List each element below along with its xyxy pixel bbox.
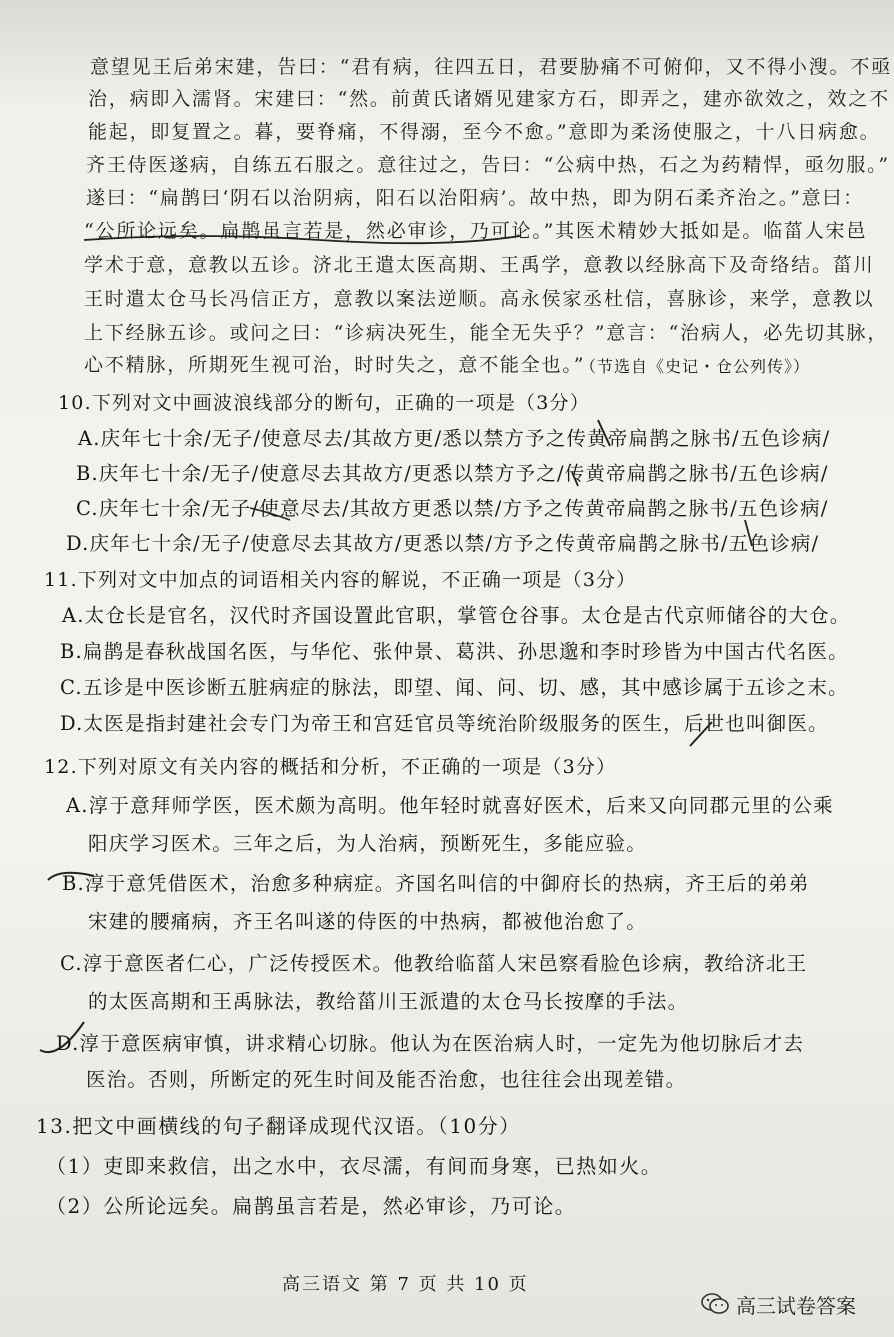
passage-line: “公所论远矣。扁鹊虽言若是，然必审诊，乃可论。”其医术精妙大抵如是。临菑人宋邑: [84, 220, 868, 242]
option-b: B.庆年七十余/无子/使意尽去其故方/更悉以禁方予之/传黄帝扁鹊之脉书/五色诊病/: [76, 462, 829, 485]
translation-item-1: （1）吏即来救信，出之水中，衣尽濡，有间而身寒，已热如火。: [46, 1154, 663, 1178]
option-d: D.太医是指封建社会专门为帝王和宫廷官员等统治阶级服务的医生，后世也叫御医。: [60, 712, 829, 735]
watermark: [700, 1284, 894, 1324]
option-c-cont: 的太医高期和王禹脉法，教给菑川王派遣的太仓马长按摩的手法。: [88, 990, 689, 1013]
passage-line: 心不精脉，所期死生视可治，时时失之，意不能全也。”: [84, 354, 586, 376]
question-stem: 11.下列对文中加点的词语相关内容的解说，不正确一项是（3分）: [44, 569, 637, 591]
option-b-cont: 宋建的腰痛病，齐王名叫遂的侍医的中热病，都被他治愈了。: [88, 910, 647, 933]
option-c: C.庆年七十余/无子/使意尽去/其故方更悉以禁/方予之传黄帝扁鹊之脉书/五色诊病/: [76, 497, 829, 520]
option-a-cont: 阳庆学习医术。三年之后，为人治病，预断死生，多能应验。: [88, 832, 647, 855]
passage-line: 遂曰：“扁鹊曰‘阴石以治阴病，阳石以治阳病’。故中热，即为阴石柔齐治之。”意曰：: [86, 187, 865, 209]
question-stem: 12.下列对原文有关内容的概括和分析，不正确的一项是（3分）: [44, 756, 617, 778]
question-stem: 13.把文中画横线的句子翻译成现代汉语。（10分）: [36, 1114, 521, 1138]
option-c: C.淳于意医者仁心，广泛传授医术。他教给临菑人宋邑察看脸色诊病，教给济北王: [60, 952, 808, 975]
passage-source: （节选自《史记・仓公列传》）: [580, 357, 811, 376]
option-d: D.淳于意医病审慎，讲求精心切脉。他认为在医治病人时，一定先为他切脉后才去: [56, 1032, 805, 1055]
passage-line: 王时遣太仓马长冯信正方，意教以案法逆顺。高永侯家丞杜信，喜脉诊，来学，意教以: [84, 288, 875, 310]
wechat-icon: [700, 1291, 730, 1317]
option-d: D.庆年七十余/无子/使意尽去其故方/更悉以禁/方予之传黄帝扁鹊之脉书/五色诊病/: [66, 532, 820, 555]
option-a: A.太仓长是官名，汉代时齐国设置此官职，掌管仓谷事。太仓是古代京师储谷的大仓。: [62, 604, 851, 627]
passage-line: 能起，即复置之。暮，要脊痛，不得溺，至今不愈。”意即为柔汤使服之，十八日病愈。: [88, 121, 881, 143]
page-footer: 高三语文 第 7 页 共 10 页: [282, 1274, 529, 1295]
option-a: A.淳于意拜师学医，医术颇为高明。他年轻时就喜好医术，后来又向同郡元里的公乘: [66, 794, 834, 817]
option-b: B.淳于意凭借医术，治愈多种病症。齐国名叫信的中御府长的热病，齐王后的弟弟: [62, 872, 810, 895]
passage-line: 齐王侍医遂病，自练五石服之。意往过之，告曰：“公病中热，石之为药精悍，亟勿服。”: [86, 154, 890, 176]
passage-line: 意望见王后弟宋建，告曰：“君有病，往四五日，君要胁痛不可俯仰，又不得小溲。不亟: [90, 56, 892, 78]
option-d-cont: 医治。否则，所断定的死生时间及能否治愈，也往往会出现差错。: [86, 1068, 687, 1091]
question-stem: 10.下列对文中画波浪线部分的断句，正确的一项是（3分）: [58, 392, 590, 414]
option-b: B.扁鹊是春秋战国名医，与华佗、张仲景、葛洪、孙思邈和李时珍皆为中国古代名医。: [60, 640, 849, 663]
passage-line: 上下经脉五诊。或问之曰：“诊病决死生，能全无失乎？”意言：“治病人，必先切其脉，: [84, 322, 889, 344]
passage-line: 学术于意，意教以五诊。济北王遣太医高期、王禹学，意教以经脉高下及奇络结。菑川: [84, 254, 875, 276]
option-c: C.五诊是中医诊断五脏病症的脉法，即望、闻、问、切、感，其中感诊属于五诊之末。: [60, 676, 849, 699]
passage-line: 治，病即入濡肾。宋建曰：“然。前黄氏诸婿见建家方石，即弄之，建亦欲效之，效之不: [88, 88, 890, 110]
translation-item-2: （2）公所论远矣。扁鹊虽言若是，然必审诊，乃可论。: [46, 1194, 577, 1218]
watermark-text: 高三试卷答案: [736, 1293, 856, 1318]
option-a: A.庆年七十余/无子/使意尽去/其故方更/悉以禁方予之传黄帝扁鹊之脉书/五色诊病/: [78, 427, 831, 450]
